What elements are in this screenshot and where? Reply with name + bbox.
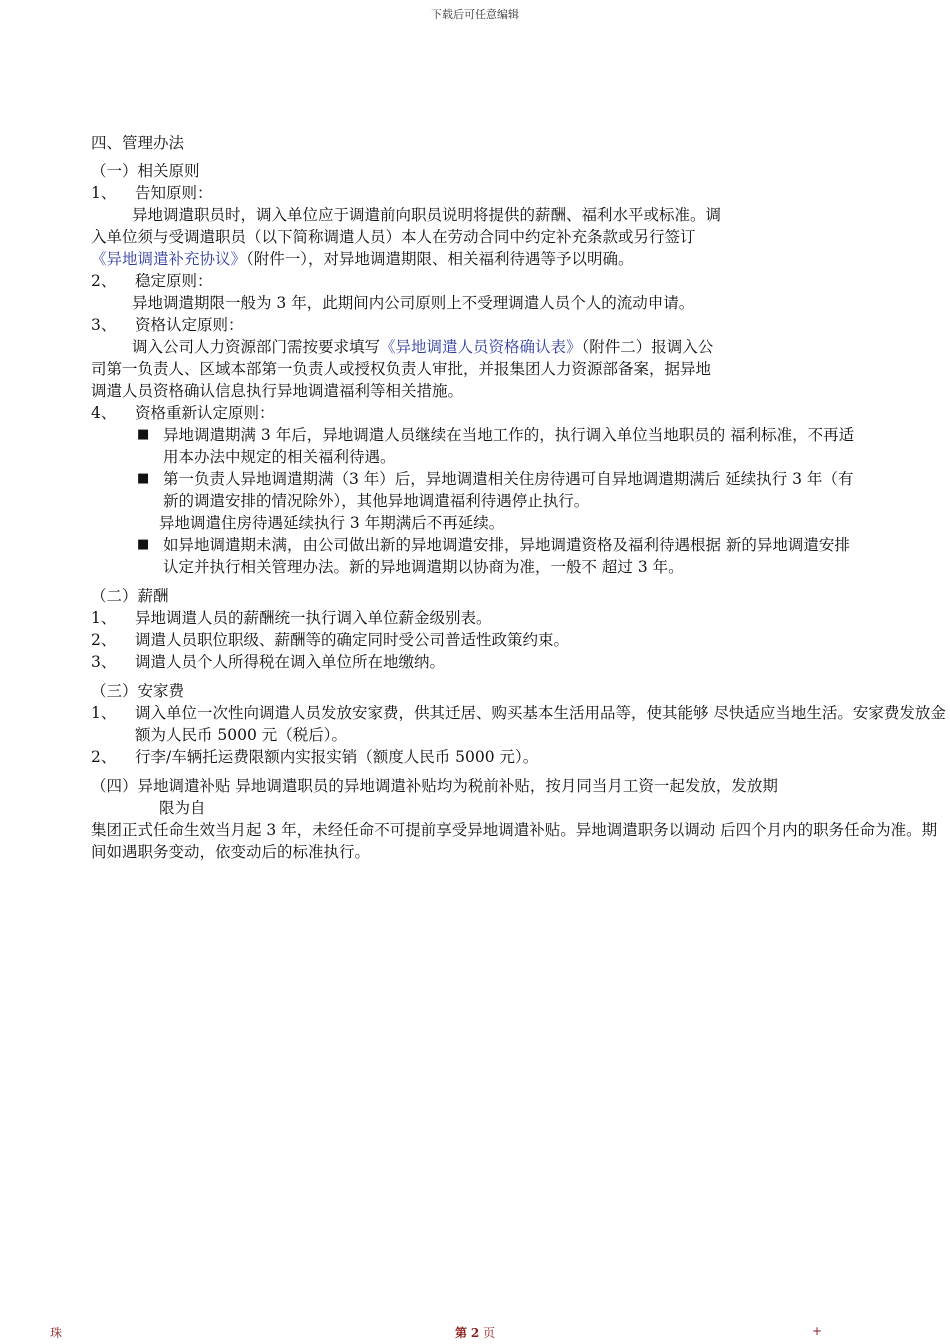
footer-right-mark: + (812, 1324, 823, 1338)
subsection-title-salary: （二）薪酬 (91, 587, 169, 605)
page-number (0, 1324, 950, 1341)
bullet-text: 第一负责人异地调遣期满（3 年）后，异地调遣相关住房待遇可自异地调遣期满后 延续执行 3 年（有新的调遣安排的情况除外），其他异地调遣福利待遇停止执行。 (163, 470, 854, 510)
page-unit: 页 (483, 1326, 496, 1340)
item-number: 2、 (91, 631, 117, 649)
item-text: 调入单位一次性向调遣人员发放安家费，供其迁居、购买基本生活用品等，使其能够 尽快适应当地生活。安家费发放金额为人民币 5000 元（税后）。 (135, 704, 946, 744)
item-text: 调遣人员职位职级、薪酬等的确定同时受公司普适性政策约束。 (135, 631, 570, 649)
paragraph-line: 异地调遣期限一般为 3 年，此期间内公司原则上不受理调遣人员个人的流动申请。 (132, 294, 695, 312)
document-body (91, 132, 949, 863)
section-title: 四、管理办法 (91, 134, 185, 152)
paragraph-line (91, 248, 949, 270)
form-link[interactable]: 《异地调遣人员资格确认表》 (380, 338, 582, 356)
item-title: 资格认定原则： (135, 316, 244, 334)
bullet-text: 如异地调遣期未满，由公司做出新的异地调遣安排，异地调遣资格及福利待遇根据 新的异地调遣安排认定并执行相关管理办法。新的异地调遣期以协商为准，一般不 超过 3 年。 (163, 536, 850, 576)
agreement-link[interactable]: 《异地调遣补充协议》 (91, 250, 247, 268)
allowance-paragraph: 集团正式任命生效当月起 3 年，未经任命不可提前享受异地调遣补贴。异地调遣职务以调动 后四个月内的职务任命为准。期间如遇职务变动，依变动后的标准执行。 (91, 821, 938, 861)
bullet-text: 异地调遣期满 3 年后，异地调遣人员继续在当地工作的，执行调入单位当地职员的 福利标准，不再适用本办法中规定的相关福利待遇。 (163, 426, 855, 466)
item-text: 调遣人员个人所得税在调入单位所在地缴纳。 (135, 653, 446, 671)
square-bullet-icon: ■ (137, 537, 150, 552)
list-item (91, 270, 949, 292)
page-num: 2 (470, 1326, 480, 1340)
item-title: 稳定原则： (135, 272, 213, 290)
list-item (91, 607, 949, 629)
list-item (91, 314, 949, 336)
footer-left-mark: 珠 (50, 1326, 63, 1340)
item-number: 1、 (91, 609, 117, 627)
bullet-note: 异地调遣住房待遇延续执行 3 年期满后不再延续。 (159, 514, 505, 532)
page-header-note: 下载后可任意编辑 (431, 8, 519, 21)
item-number: 1、 (91, 704, 117, 722)
paragraph-text: 调入公司人力资源部门需按要求填写 (132, 338, 381, 356)
item-number: 2、 (91, 272, 117, 290)
list-item (91, 629, 949, 651)
bullet-item (91, 468, 949, 512)
item-number: 3、 (91, 653, 117, 671)
bullet-item (91, 424, 949, 468)
item-title: 告知原则： (135, 184, 213, 202)
square-bullet-icon: ■ (137, 471, 150, 486)
subsection-allowance-line: （四）异地调遣补贴 异地调遣职员的异地调遣补贴均为税前补贴，按月同当月工资一起发放，发放期 (91, 777, 778, 795)
item-number: 3、 (91, 316, 117, 334)
subsection-title-settling-fee: （三）安家费 (91, 682, 185, 700)
paragraph-line: 异地调遣职员时，调入单位应于调遣前向职员说明将提供的薪酬、福利水平或标准。调 (132, 206, 722, 224)
item-number: 2、 (91, 748, 117, 766)
paragraph-line: 调遣人员资格确认信息执行异地调遣福利等相关措施。 (91, 382, 464, 400)
item-number: 4、 (91, 404, 117, 422)
subsection-title-principles: （一）相关原则 (91, 162, 200, 180)
page-label: 第 (454, 1326, 467, 1340)
paragraph-line: 司第一负责人、区域本部第一负责人或授权负责人审批，并报集团人力资源部备案，据异地 (91, 360, 712, 378)
paragraph-line: 入单位须与受调遣职员（以下简称调遣人员）本人在劳动合同中约定补充条款或另行签订 (91, 228, 696, 246)
list-item (91, 702, 949, 746)
paragraph-line (91, 336, 949, 358)
subsection-allowance-line: 限为自 (159, 799, 206, 817)
list-item (91, 402, 949, 424)
square-bullet-icon: ■ (137, 427, 150, 442)
item-text: 异地调遣人员的薪酬统一执行调入单位薪金级别表。 (135, 609, 492, 627)
paragraph-text: （附件一），对异地调遣期限、相关福利待遇等予以明确。 (246, 250, 634, 268)
list-item (91, 651, 949, 673)
item-number: 1、 (91, 184, 117, 202)
list-item (91, 182, 949, 204)
list-item (91, 746, 949, 768)
item-text: 行李/车辆托运费限额内实报实销（额度人民币 5000 元）。 (135, 748, 539, 766)
item-title: 资格重新认定原则： (135, 404, 275, 422)
paragraph-text: （附件二）报调入公 (581, 338, 714, 356)
bullet-item (91, 534, 949, 578)
